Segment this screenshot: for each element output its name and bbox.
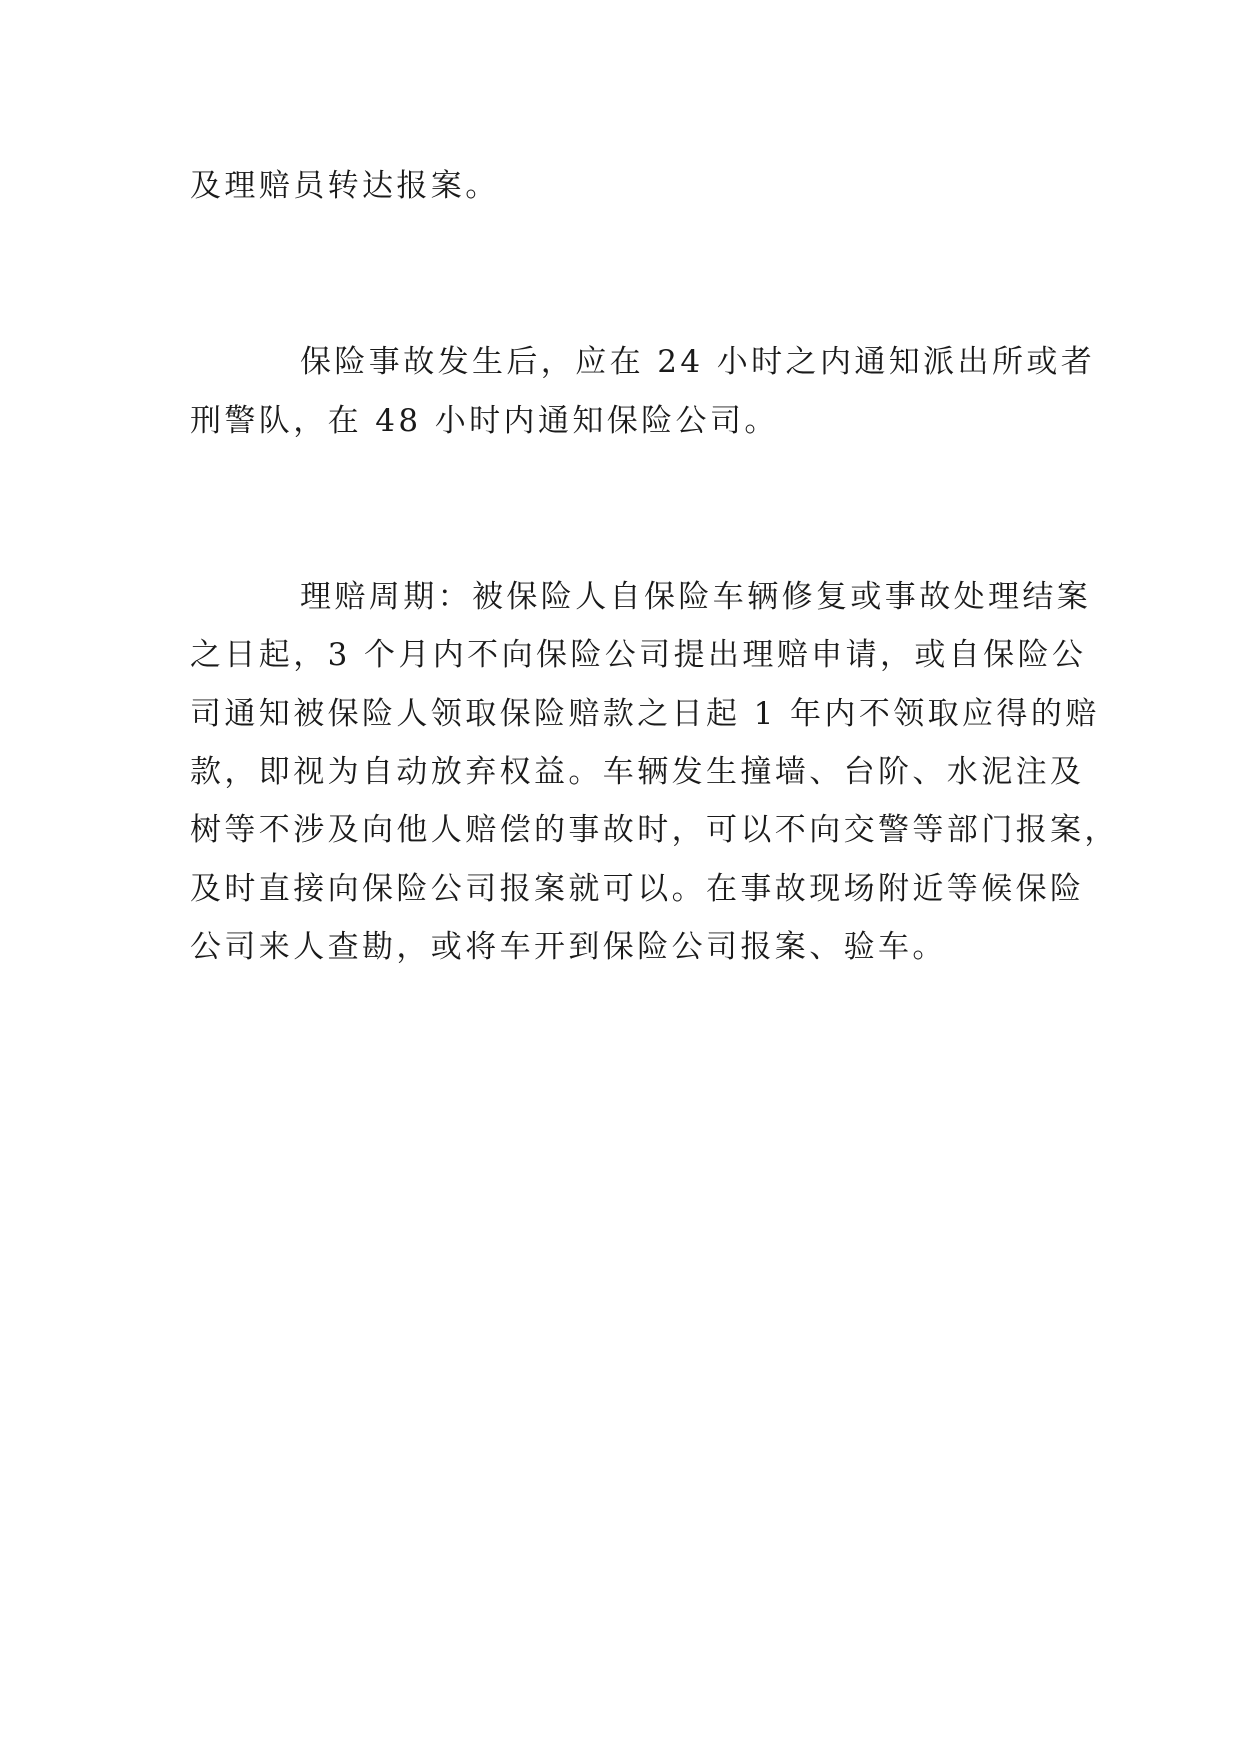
paragraph-line: 款，即视为自动放弃权益。车辆发生撞墙、台阶、水泥注及 <box>190 754 1085 790</box>
paragraph-line: 树等不涉及向他人赔偿的事故时，可以不向交警等部门报案， <box>190 812 1119 848</box>
paragraph-line: 理赔周期：被保险人自保险车辆修复或事故处理结案 <box>300 579 1092 615</box>
paragraph-line: 及时直接向保险公司报案就可以。在事故现场附近等候保险 <box>190 871 1085 907</box>
paragraph-line: 及理赔员转达报案。 <box>190 168 500 204</box>
paragraph-line: 司通知被保险人领取保险赔款之日起 1 年内不领取应得的赔 <box>190 696 1100 732</box>
paragraph-line: 刑警队，在 48 小时内通知保险公司。 <box>190 403 779 439</box>
paragraph-line: 之日起，3 个月内不向保险公司提出理赔申请，或自保险公 <box>190 637 1087 673</box>
paragraph-line: 公司来人查勘，或将车开到保险公司报案、验车。 <box>190 929 947 965</box>
paragraph-line: 保险事故发生后，应在 24 小时之内通知派出所或者 <box>300 344 1096 380</box>
